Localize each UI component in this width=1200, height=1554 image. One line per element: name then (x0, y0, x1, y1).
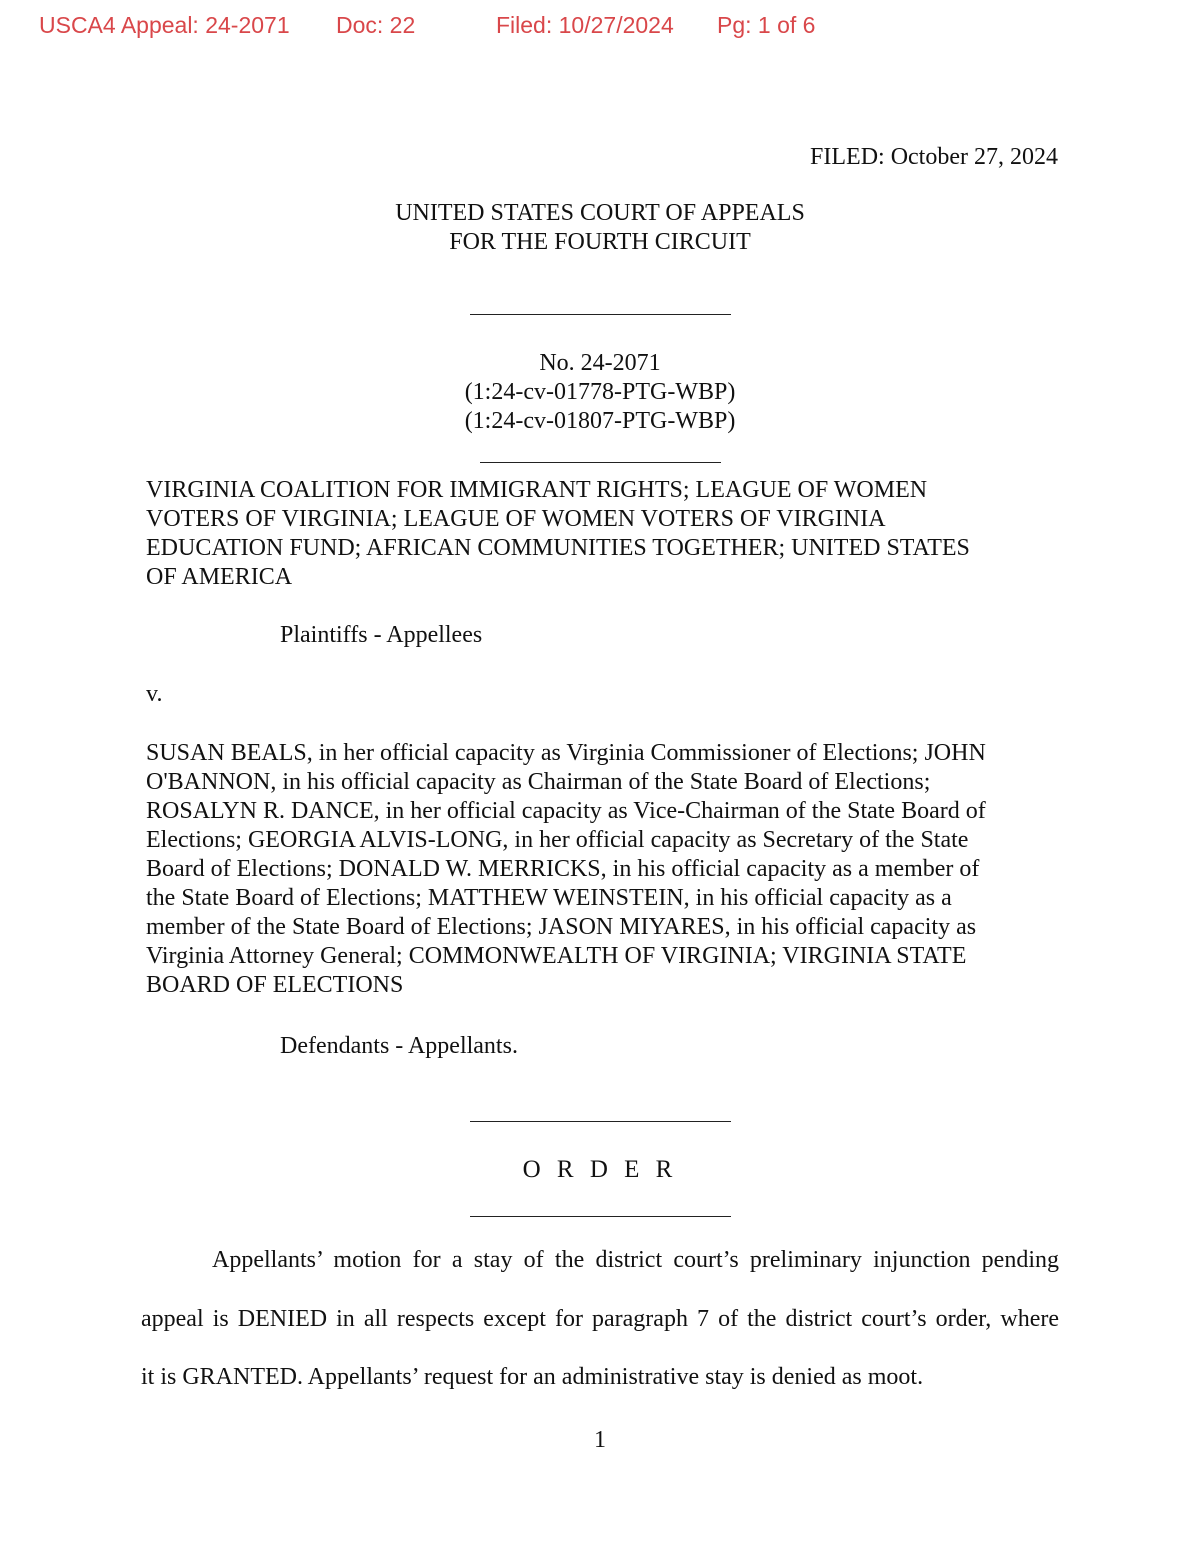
plaintiffs-line: VIRGINIA COALITION FOR IMMIGRANT RIGHTS; LEAGUE OF WOMEN (146, 477, 928, 503)
plaintiffs-list (146, 476, 1046, 592)
defendants-line: member of the State Board of Elections; JASON MIYARES, in his official capacity as (146, 914, 977, 940)
stamp-page-count: Pg: 1 of 6 (717, 12, 816, 38)
divider (470, 1121, 731, 1122)
order-title: O R D E R (522, 1156, 678, 1183)
defendants-role: Defendants - Appellants. (280, 1033, 518, 1059)
defendants-line: ROSALYN R. DANCE, in her official capacity as Vice-Chairman of the State Board of (146, 798, 986, 824)
defendants-line: Board of Elections; DONALD W. MERRICKS, in his official capacity as a member of (146, 856, 980, 882)
case-number-block (0, 349, 1200, 436)
defendants-line: BOARD OF ELECTIONS (146, 972, 404, 998)
court-name-line-1: UNITED STATES COURT OF APPEALS (395, 200, 805, 226)
stamp-filed-date: Filed: 10/27/2024 (496, 12, 674, 38)
defendants-line: Virginia Attorney General; COMMONWEALTH OF VIRGINIA; VIRGINIA STATE (146, 943, 967, 969)
divider (470, 314, 731, 315)
divider (480, 462, 721, 463)
stamp-doc-number: Doc: 22 (336, 12, 416, 38)
order-body-line: it is GRANTED. Appellants’ request for an administrative stay is denied as moot. (141, 1364, 924, 1390)
filed-date: FILED: October 27, 2024 (810, 144, 1058, 170)
order-body-line: Appellants’ motion for a stay of the district court’s preliminary injunction pending (212, 1247, 1059, 1273)
defendants-line: SUSAN BEALS, in her official capacity as Virginia Commissioner of Elections; JOHN (146, 740, 986, 766)
court-name-line-2: FOR THE FOURTH CIRCUIT (449, 229, 751, 255)
defendants-line: Elections; GEORGIA ALVIS-LONG, in her official capacity as Secretary of the State (146, 827, 969, 853)
district-case-number-2: (1:24-cv-01807-PTG-WBP) (464, 408, 736, 434)
stamp-appeal-number: USCA4 Appeal: 24-2071 (39, 12, 290, 38)
divider (470, 1216, 731, 1217)
court-name (0, 199, 1200, 257)
defendants-line: O'BANNON, in his official capacity as Chairman of the State Board of Elections; (146, 769, 931, 795)
defendants-line: the State Board of Elections; MATTHEW WEINSTEIN, in his official capacity as a (146, 885, 952, 911)
plaintiffs-role: Plaintiffs - Appellees (280, 622, 483, 648)
defendants-list (146, 739, 1046, 1000)
versus-label: v. (146, 681, 163, 707)
plaintiffs-line: OF AMERICA (146, 564, 293, 590)
district-case-number-1: (1:24-cv-01778-PTG-WBP) (464, 379, 736, 405)
order-body-line: appeal is DENIED in all respects except for paragraph 7 of the district court’s order, where (141, 1306, 1059, 1332)
appeal-case-number: No. 24-2071 (539, 350, 661, 376)
plaintiffs-line: EDUCATION FUND; AFRICAN COMMUNITIES TOGETHER; UNITED STATES (146, 535, 970, 561)
page-number: 1 (594, 1427, 606, 1453)
plaintiffs-line: VOTERS OF VIRGINIA; LEAGUE OF WOMEN VOTERS OF VIRGINIA (146, 506, 886, 532)
